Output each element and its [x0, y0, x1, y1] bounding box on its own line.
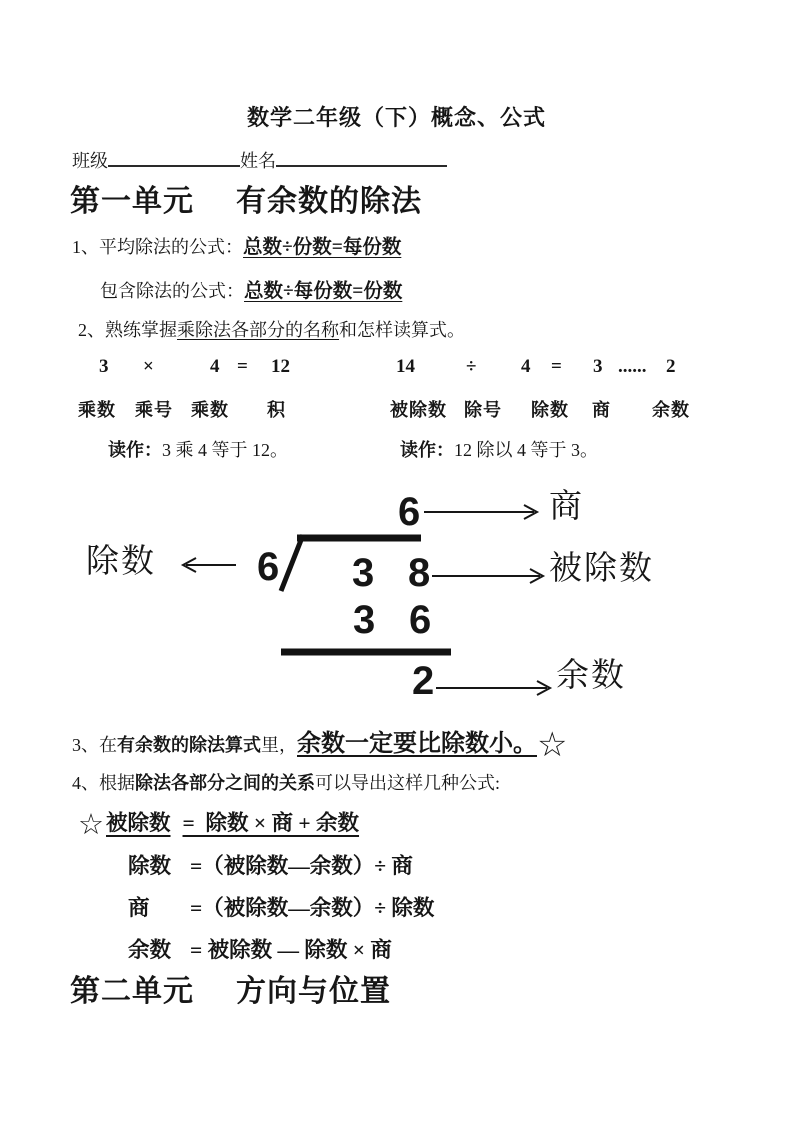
unit2-number: 第二单元: [70, 975, 194, 1008]
item1-inclusion-division: [100, 275, 402, 303]
div-token-equals: =: [551, 356, 562, 377]
diagram-dividend-ones: 8: [408, 551, 431, 595]
diagram-subtrahend-tens: 3: [353, 598, 376, 642]
inclusion-division-formula: 总数÷每份数=份数: [244, 281, 403, 302]
item1-label: 平均除法的公式：: [99, 237, 243, 257]
item1-bullet: 1、: [72, 237, 99, 257]
item3-bold: 有余数的除法算式: [117, 735, 261, 755]
formula4-rhs: = 被除数 — 除数 × 商: [190, 938, 392, 962]
item1-average-division: [72, 231, 401, 259]
item4-bold: 除法各部分之间的关系: [135, 773, 315, 793]
item1b-label: 包含除法的公式：: [100, 281, 244, 301]
mul-reading-text: 3 乘 4 等于 12。: [162, 440, 288, 460]
unit1-number: 第一单元: [70, 185, 194, 218]
item3-mid: 里，: [261, 735, 297, 755]
mul-reading-label: 读作：: [108, 440, 162, 460]
division-bracket-slash: [281, 535, 303, 591]
white-star-icon: ☆: [537, 727, 568, 764]
unit1-heading: [70, 176, 422, 220]
item3-pre: 在: [99, 735, 117, 755]
mul-reading: [108, 436, 288, 462]
diagram-dividend-tens: 3: [352, 551, 375, 595]
class-blank-line: [108, 148, 240, 167]
mul-label-product: 积: [267, 400, 286, 420]
div-token-dividend: 14: [396, 356, 415, 377]
formula4-lhs: 余数: [128, 938, 172, 962]
formula2-lhs: 除数: [128, 854, 172, 878]
div-reading: [400, 436, 598, 462]
formula-divisor: [128, 849, 413, 880]
unit2-title: 方向与位置: [236, 975, 391, 1008]
diagram-quotient-label: 商: [549, 489, 584, 525]
diagram-quotient-digit: 6: [398, 490, 421, 534]
mul-label-sign: 乘号: [135, 400, 173, 420]
diagram-divisor-digit: 6: [257, 545, 280, 589]
formula2-rhs: =（被除数—余数）÷ 商: [190, 854, 413, 878]
formula3-rhs: =（被除数—余数）÷ 除数: [190, 896, 435, 920]
formula1-lhs: 被除数: [106, 811, 171, 835]
name-label: 姓名: [240, 151, 276, 171]
item2-bullet: 2、: [78, 320, 105, 340]
mul-label-factor2: 乘数: [191, 400, 229, 420]
long-division-diagram: [0, 480, 793, 720]
div-label-quotient: 商: [592, 400, 611, 420]
div-token-dots: ......: [618, 356, 647, 377]
item2-names-of-parts: [78, 316, 465, 342]
name-blank-line: [276, 148, 447, 167]
div-token-quotient: 3: [593, 356, 603, 377]
item3-rule-text: 余数一定要比除数小。: [297, 731, 537, 757]
mul-label-factor1: 乘数: [78, 400, 116, 420]
div-label-dividend: 被除数: [390, 400, 447, 420]
item3-bullet: 3、: [72, 735, 99, 755]
mul-token-factor1: 3: [99, 356, 109, 377]
formula1-rhs: = 除数 × 商 + 余数: [182, 811, 360, 835]
page-title: 数学二年级（下）概念、公式: [246, 105, 546, 130]
div-token-divide: ÷: [466, 356, 477, 377]
div-token-remainder: 2: [666, 356, 676, 377]
mul-token-equals: =: [237, 356, 248, 377]
white-star-icon: ☆: [78, 809, 104, 841]
item4-post: 可以导出这样几种公式:: [315, 773, 500, 793]
unit1-title: 有余数的除法: [236, 185, 422, 218]
diagram-remainder-digit: 2: [412, 659, 435, 703]
item2-post: 和怎样读算式。: [339, 320, 465, 340]
formula-quotient: [128, 891, 434, 922]
mul-token-product: 12: [271, 356, 290, 377]
formula-remainder: [128, 933, 392, 964]
div-reading-label: 读作：: [400, 440, 454, 460]
unit2-heading: [70, 966, 391, 1010]
item2-underlined: 乘除法各部分的名称: [177, 320, 339, 340]
div-token-divisor: 4: [521, 356, 531, 377]
class-name-line: [72, 147, 447, 173]
diagram-subtrahend-ones: 6: [409, 598, 432, 642]
average-division-formula: 总数÷份数=每份数: [243, 237, 402, 258]
formula3-lhs: 商: [128, 896, 150, 920]
div-reading-text: 12 除以 4 等于 3。: [454, 440, 598, 460]
div-label-remainder: 余数: [652, 400, 690, 420]
class-label: 班级: [72, 151, 108, 171]
diagram-dividend-label: 被除数: [549, 551, 654, 587]
div-label-sign: 除号: [464, 400, 502, 420]
mul-token-factor2: 4: [210, 356, 220, 377]
item4-pre: 根据: [99, 773, 135, 793]
item4-bullet: 4、: [72, 773, 99, 793]
item3-remainder-rule: [72, 723, 567, 765]
formula-dividend: [78, 806, 359, 842]
item4-relations-intro: [72, 769, 500, 795]
mul-token-times: ×: [143, 356, 154, 377]
diagram-remainder-label: 余数: [556, 658, 626, 694]
item2-pre: 熟练掌握: [105, 320, 177, 340]
diagram-divisor-label: 除数: [86, 544, 156, 580]
div-label-divisor: 除数: [531, 400, 569, 420]
